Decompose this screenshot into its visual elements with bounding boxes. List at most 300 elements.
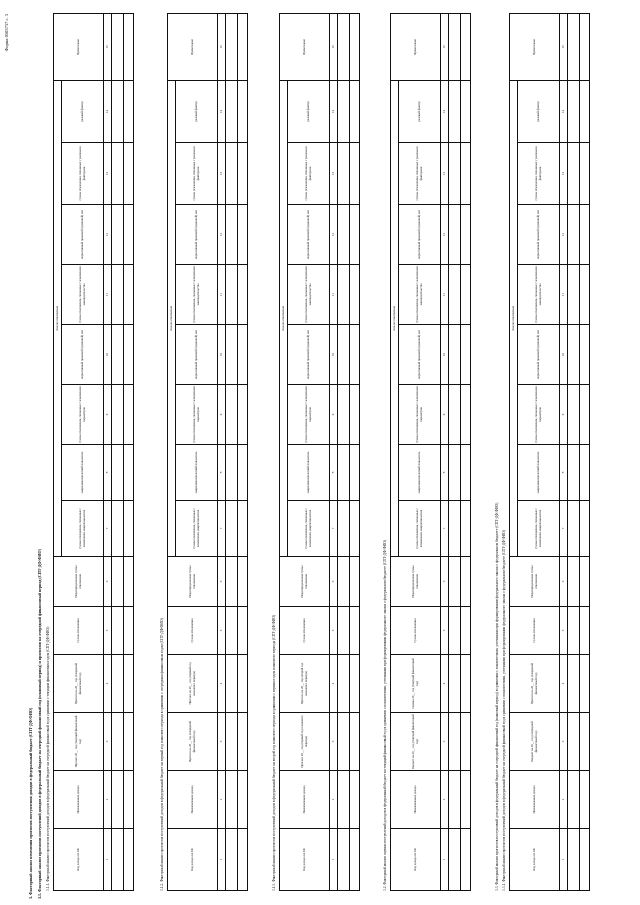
column-header: разовый фактор: [518, 80, 560, 142]
column-header: Наименование дохода: [168, 771, 218, 829]
column-header: Нераспределенная сумма отклонения: [391, 557, 441, 607]
column-number: 1: [560, 829, 568, 891]
table-cell: [350, 771, 360, 829]
table-cell: [580, 325, 590, 385]
table-cell: [568, 713, 580, 771]
column-header: Сумма отклонения: [54, 607, 104, 655]
table-cell: [568, 385, 580, 445]
column-number: 15: [330, 13, 338, 80]
column-header: нормативный правовой (правовой) акт: [518, 205, 560, 265]
column-number: 6: [560, 557, 568, 607]
table-caption: 3.1.2. Факторный анализ прогнозов поступлений доходов в федеральный бюджет на первый год планового периода в сравнении с очередным финансовым годом (СПТ-ДФ/ФИО): [160, 618, 164, 891]
column-header: нормативный правовой (правовой) акт: [399, 205, 441, 265]
table-cell: [461, 501, 471, 557]
table-cell: [338, 13, 350, 80]
table-cell: [461, 80, 471, 142]
column-header: разовый фактор: [62, 80, 104, 142]
column-number: 2: [441, 771, 449, 829]
table-cell: [580, 80, 590, 142]
table-cell: [226, 655, 238, 713]
table-cell: [226, 445, 238, 501]
table-caption: 3.3. Факторный анализ прогнозов поступлений доходов в федеральный бюджет на очередной финансовый год (плановый период) в сравнении с показателями, учтенными при формировании федерального закона о федеральном бюджете (СПТ-ДФ/ФИО): [495, 502, 499, 891]
table-cell: [112, 655, 124, 713]
table-cell: [461, 829, 471, 891]
column-number: 11: [218, 265, 226, 325]
column-number: 5: [218, 607, 226, 655]
table-cell: [238, 445, 248, 501]
table-cell: [580, 607, 590, 655]
table-cell: [226, 80, 238, 142]
table-cell: [124, 655, 134, 713]
table-cell: [112, 607, 124, 655]
column-number: 11: [441, 265, 449, 325]
table-cell: [461, 385, 471, 445]
table-cell: [124, 445, 134, 501]
table-cell: [350, 80, 360, 142]
column-number: 5: [330, 607, 338, 655]
group-header: Анализ отклонения: [168, 80, 176, 556]
column-header: суммы отклонения, связанные с изменением макропоказателя: [288, 501, 330, 557]
analysis-table: [53, 13, 134, 891]
column-number: 2: [218, 771, 226, 829]
column-header: Код дохода по БК: [391, 829, 441, 891]
column-header: Сумма отклонения: [391, 607, 441, 655]
column-header: разовый фактор: [399, 80, 441, 142]
column-number: 4: [104, 655, 112, 713]
column-header: суммы отклонения, связанные с изменением законодательства: [176, 265, 218, 325]
table-cell: [338, 265, 350, 325]
column-number: 4: [218, 655, 226, 713]
table-cell: [568, 607, 580, 655]
column-header: Наименование дохода: [54, 771, 104, 829]
column-number: 1: [441, 829, 449, 891]
table-cell: [238, 607, 248, 655]
table-cell: [580, 143, 590, 205]
column-number: 7: [560, 501, 568, 557]
column-number: 6: [330, 557, 338, 607]
column-header: макроэкономический показатель: [518, 445, 560, 501]
column-number: 7: [104, 501, 112, 557]
column-number: 1: [218, 829, 226, 891]
column-number: 14: [330, 80, 338, 142]
table-cell: [124, 265, 134, 325]
subsection-title: 3.1. Факторный анализ прогнозов поступлений доходов в федеральный бюджет на очередной финансовый год (плановый период) и прогнозов на очередной финансовый период (СПТ-ДФ/ФИО): [37, 549, 42, 899]
table-cell: [580, 265, 590, 325]
table-cell: [461, 607, 471, 655]
table-cell: [568, 143, 580, 205]
table-cell: [238, 13, 248, 80]
table-cell: [112, 771, 124, 829]
column-number: 4: [330, 655, 338, 713]
table-cell: [112, 325, 124, 385]
column-number: 8: [218, 445, 226, 501]
column-header: Прогноз на 20__ год (очередной финансовый год): [168, 713, 218, 771]
column-header: суммы отклонения, связанные с изменением параметров: [288, 385, 330, 445]
column-header: Прогноз на 20__ год (очередной финансовый год): [54, 655, 104, 713]
table-cell: [568, 265, 580, 325]
table-cell: [124, 607, 134, 655]
column-header: Наименование дохода: [280, 771, 330, 829]
table-cell: [350, 325, 360, 385]
table-caption: 3.2. Факторный анализ оценки поступлений доходов в федеральный бюджет на текущий финансовый год в сравнении с показателями, учтенными при формировании федерального закона о федеральном бюджете (СПТ-ДФ/ФИО): [383, 540, 387, 891]
column-number: 15: [104, 13, 112, 80]
column-number: 12: [330, 205, 338, 265]
table-cell: [461, 445, 471, 501]
table-cell: [568, 80, 580, 142]
table-cell: [238, 655, 248, 713]
column-number: 3: [104, 713, 112, 771]
table-cell: [238, 385, 248, 445]
column-header: суммы отклонения, связанные с разовыми факторами: [518, 143, 560, 205]
form-code: Форма 0503737 с. 3: [4, 14, 9, 52]
table-cell: [580, 829, 590, 891]
table-cell: [580, 445, 590, 501]
column-number: 10: [218, 325, 226, 385]
column-header: Нераспределенная сумма отклонения: [280, 557, 330, 607]
column-header: Наименование дохода: [391, 771, 441, 829]
table-cell: [568, 501, 580, 557]
column-header: нормативный правовой (правовой) акт: [518, 325, 560, 385]
table-cell: [226, 265, 238, 325]
table-cell: [350, 829, 360, 891]
column-header: нормативный правовой (правовой) акт: [288, 325, 330, 385]
table-cell: [238, 771, 248, 829]
table-cell: [350, 713, 360, 771]
column-header: Прогноз на 20__ год (очередной финансовый год): [510, 655, 560, 713]
column-header: Сумма отклонения: [168, 607, 218, 655]
column-number: 13: [330, 143, 338, 205]
column-number: 14: [441, 80, 449, 142]
column-number: 7: [218, 501, 226, 557]
table-cell: [338, 713, 350, 771]
column-number: 6: [218, 557, 226, 607]
column-header: Прогноз на 20__ год (второй год планового периода): [280, 655, 330, 713]
column-header: Примечание: [510, 13, 560, 80]
table-cell: [568, 655, 580, 713]
column-header: Наименование дохода: [510, 771, 560, 829]
column-number: 9: [218, 385, 226, 445]
column-header: Нераспределенная сумма отклонения: [168, 557, 218, 607]
column-header: нормативный правовой (правовой) акт: [62, 325, 104, 385]
table-cell: [112, 445, 124, 501]
column-header: Бюджет на 20__ год (текущий финансовый год): [391, 713, 441, 771]
column-number: 8: [441, 445, 449, 501]
column-number: 11: [104, 265, 112, 325]
table-cell: [124, 385, 134, 445]
table-cell: [449, 713, 461, 771]
column-header: Оценка 20__ год (текущий финансовый год): [391, 655, 441, 713]
column-number: 10: [560, 325, 568, 385]
table-cell: [350, 13, 360, 80]
column-number: 14: [218, 80, 226, 142]
column-number: 6: [441, 557, 449, 607]
column-header: Код дохода по БК: [54, 829, 104, 891]
table-cell: [124, 829, 134, 891]
column-header: суммы отклонения, связанные с изменением макропоказателя: [518, 501, 560, 557]
table-cell: [226, 143, 238, 205]
column-header: Код дохода по БК: [510, 829, 560, 891]
table-cell: [338, 655, 350, 713]
group-header: Анализ отклонения: [391, 80, 399, 556]
column-number: 4: [560, 655, 568, 713]
column-header: Примечание: [391, 13, 441, 80]
column-number: 1: [330, 829, 338, 891]
table-cell: [338, 771, 350, 829]
column-number: 12: [104, 205, 112, 265]
table-cell: [238, 501, 248, 557]
column-number: 2: [104, 771, 112, 829]
column-number: 10: [441, 325, 449, 385]
column-header: суммы отклонения, связанные с разовыми факторами: [399, 143, 441, 205]
column-header: разовый фактор: [288, 80, 330, 142]
column-number: 10: [330, 325, 338, 385]
table-cell: [238, 713, 248, 771]
table-cell: [350, 385, 360, 445]
column-number: 8: [330, 445, 338, 501]
table-cell: [568, 557, 580, 607]
column-header: макроэкономический показатель: [62, 445, 104, 501]
column-header: нормативный правовой (правовой) акт: [176, 325, 218, 385]
column-header: Прогноз 20__ год (первый год планового периода): [280, 713, 330, 771]
table-cell: [449, 607, 461, 655]
column-number: 2: [560, 771, 568, 829]
group-header: Анализ отклонения: [54, 80, 62, 556]
table-cell: [226, 607, 238, 655]
table-cell: [449, 385, 461, 445]
section-title: 3. Факторный анализ изменения прогнозов поступления доходов в федеральный бюджет (СПТ-ДФ/ФИО): [28, 707, 33, 899]
column-header: суммы отклонения, связанные с изменением макропоказателя: [176, 501, 218, 557]
table-cell: [124, 205, 134, 265]
column-number: 13: [104, 143, 112, 205]
column-number: 7: [330, 501, 338, 557]
column-number: 8: [104, 445, 112, 501]
table-cell: [449, 325, 461, 385]
column-header: суммы отклонения, связанные с изменением законодательства: [288, 265, 330, 325]
column-header: суммы отклонения, связанные с разовыми факторами: [288, 143, 330, 205]
analysis-table: [167, 13, 248, 891]
table-cell: [350, 205, 360, 265]
table-cell: [112, 265, 124, 325]
column-number: 12: [218, 205, 226, 265]
table-cell: [338, 829, 350, 891]
table-cell: [226, 557, 238, 607]
table-cell: [338, 325, 350, 385]
table-cell: [449, 445, 461, 501]
table-cell: [568, 205, 580, 265]
column-header: нормативный правовой (правовой) акт: [288, 205, 330, 265]
table-cell: [580, 205, 590, 265]
table-cell: [238, 265, 248, 325]
column-number: 10: [104, 325, 112, 385]
column-number: 9: [560, 385, 568, 445]
column-header: разовый фактор: [176, 80, 218, 142]
column-number: 8: [560, 445, 568, 501]
table-cell: [568, 829, 580, 891]
table-cell: [449, 143, 461, 205]
table-cell: [238, 205, 248, 265]
column-number: 13: [218, 143, 226, 205]
table-cell: [238, 80, 248, 142]
analysis-table: [279, 13, 360, 891]
table-cell: [350, 607, 360, 655]
column-number: 3: [218, 713, 226, 771]
column-header: Сумма отклонения: [510, 607, 560, 655]
table-cell: [449, 557, 461, 607]
column-header: Нераспределенная сумма отклонения: [510, 557, 560, 607]
table-cell: [226, 325, 238, 385]
table-cell: [580, 771, 590, 829]
table-cell: [350, 655, 360, 713]
table-cell: [580, 713, 590, 771]
table-cell: [112, 713, 124, 771]
table-cell: [449, 829, 461, 891]
table-cell: [580, 13, 590, 80]
column-header: нормативный правовой (правовой) акт: [399, 325, 441, 385]
table-cell: [226, 771, 238, 829]
table-cell: [338, 385, 350, 445]
analysis-table: [390, 13, 471, 891]
column-number: 14: [560, 80, 568, 142]
column-header: Прогноз 20__ год (текущий финансовый год): [54, 713, 104, 771]
table-cell: [568, 325, 580, 385]
table-cell: [112, 385, 124, 445]
column-header: Бюджет на 20__ год (очередной финансовый год): [510, 713, 560, 771]
table-cell: [580, 385, 590, 445]
table-cell: [580, 557, 590, 607]
group-header: Анализ отклонения: [510, 80, 518, 556]
table-cell: [338, 80, 350, 142]
table-cell: [338, 607, 350, 655]
table-cell: [238, 829, 248, 891]
column-header: макроэкономический показатель: [288, 445, 330, 501]
table-caption: 3.1.1. Факторный анализ прогнозов поступлений доходов в федеральный бюджет на очередной финансовый год в сравнении с текущим финансовым годом (СПТ-ДФ/ФИО): [46, 626, 50, 891]
table-cell: [124, 325, 134, 385]
column-header: суммы отклонения, связанные с изменением законодательства: [62, 265, 104, 325]
column-number: 9: [441, 385, 449, 445]
table-cell: [226, 385, 238, 445]
table-cell: [449, 771, 461, 829]
column-header: суммы отклонения, связанные с разовыми факторами: [176, 143, 218, 205]
column-number: 15: [218, 13, 226, 80]
table-cell: [226, 829, 238, 891]
table-cell: [350, 143, 360, 205]
table-cell: [124, 501, 134, 557]
column-header: нормативный правовой (правовой) акт: [176, 205, 218, 265]
column-number: 9: [330, 385, 338, 445]
column-header: макроэкономический показатель: [176, 445, 218, 501]
table-cell: [580, 501, 590, 557]
column-number: 11: [560, 265, 568, 325]
table-cell: [449, 13, 461, 80]
column-header: Код дохода по БК: [168, 829, 218, 891]
column-header: суммы отклонения, связанные с изменением законодательства: [399, 265, 441, 325]
table-cell: [112, 557, 124, 607]
table-cell: [461, 205, 471, 265]
table-cell: [112, 80, 124, 142]
column-header: суммы отклонения, связанные с изменением параметров: [62, 385, 104, 445]
column-number: 4: [441, 655, 449, 713]
table-cell: [568, 771, 580, 829]
column-number: 2: [330, 771, 338, 829]
table-cell: [461, 655, 471, 713]
column-number: 6: [104, 557, 112, 607]
table-cell: [124, 80, 134, 142]
table-cell: [226, 713, 238, 771]
table-cell: [226, 501, 238, 557]
table-cell: [338, 205, 350, 265]
table-cell: [338, 143, 350, 205]
column-number: 15: [560, 13, 568, 80]
table-cell: [350, 501, 360, 557]
column-header: суммы отклонения, связанные с изменением законодательства: [518, 265, 560, 325]
column-header: Примечание: [168, 13, 218, 80]
column-header: Примечание: [54, 13, 104, 80]
table-cell: [461, 265, 471, 325]
table-subcaption: 3.3.1. Факторный анализ прогнозов поступлений доходов в федеральный бюджет на очередной финансовый год в сравнении с показателями, учтенными при формировании федерального закона о федеральном бюджете (СПТ-ДФ/ФИО): [502, 529, 506, 891]
table-cell: [124, 557, 134, 607]
column-header: суммы отклонения, связанные с разовыми факторами: [62, 143, 104, 205]
column-header: суммы отклонения, связанные с изменением параметров: [518, 385, 560, 445]
table-cell: [461, 143, 471, 205]
table-cell: [350, 265, 360, 325]
table-cell: [449, 80, 461, 142]
column-header: нормативный правовой (правовой) акт: [62, 205, 104, 265]
analysis-table: [509, 13, 590, 891]
column-header: Код дохода по БК: [280, 829, 330, 891]
table-cell: [112, 143, 124, 205]
table-cell: [238, 557, 248, 607]
table-cell: [461, 713, 471, 771]
column-header: суммы отклонения, связанные с изменением макропоказателя: [62, 501, 104, 557]
table-cell: [449, 205, 461, 265]
table-cell: [238, 143, 248, 205]
column-number: 15: [441, 13, 449, 80]
table-cell: [226, 205, 238, 265]
column-number: 1: [104, 829, 112, 891]
table-cell: [568, 13, 580, 80]
column-header: Прогноз на 20__ год (первый год планового периода): [168, 655, 218, 713]
column-number: 13: [441, 143, 449, 205]
table-cell: [461, 557, 471, 607]
table-cell: [580, 655, 590, 713]
table-cell: [338, 501, 350, 557]
column-number: 7: [441, 501, 449, 557]
column-number: 5: [104, 607, 112, 655]
group-header: Анализ отклонения: [280, 80, 288, 556]
column-header: суммы отклонения, связанные с изменением параметров: [399, 385, 441, 445]
column-number: 14: [104, 80, 112, 142]
table-cell: [350, 445, 360, 501]
table-caption: 3.1.3. Факторный анализ прогнозов поступлений доходов в федеральный бюджет на второй год планового периода в сравнении с первым годом планового периода (СПТ-ДФ/ФИО): [272, 614, 276, 891]
table-cell: [124, 143, 134, 205]
table-cell: [338, 445, 350, 501]
table-cell: [461, 771, 471, 829]
column-header: Нераспределенная сумма отклонения: [54, 557, 104, 607]
table-cell: [350, 557, 360, 607]
column-number: 9: [104, 385, 112, 445]
column-header: суммы отклонения, связанные с изменением макропоказателя: [399, 501, 441, 557]
table-cell: [461, 325, 471, 385]
table-cell: [238, 325, 248, 385]
table-cell: [112, 829, 124, 891]
table-cell: [124, 771, 134, 829]
column-number: 3: [441, 713, 449, 771]
table-cell: [124, 713, 134, 771]
table-cell: [124, 13, 134, 80]
column-number: 11: [330, 265, 338, 325]
table-cell: [449, 501, 461, 557]
column-number: 3: [330, 713, 338, 771]
